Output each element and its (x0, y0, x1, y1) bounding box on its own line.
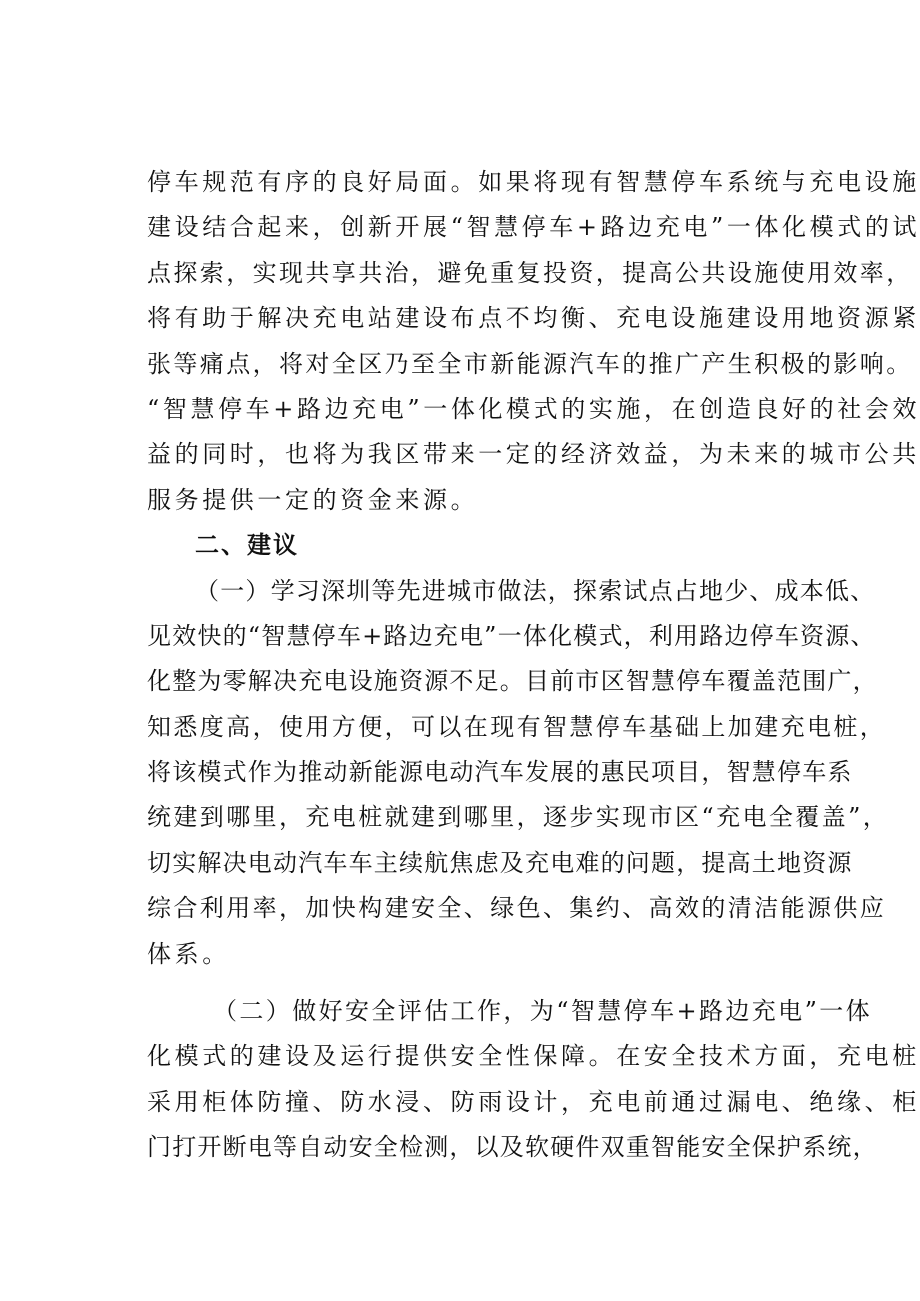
paragraph-line: 综合利用率，加快构建安全、绿色、集约、高效的清洁能源供应 (147, 894, 887, 923)
paragraph-line: “智慧停车+路边充电”一体化模式的实施，在创造良好的社会效 (147, 394, 920, 423)
paragraph-line: 化模式的建设及运行提供安全性保障。在安全技术方面，充电桩 (147, 1042, 920, 1071)
paragraph-line: 知悉度高，使用方便，可以在现有智慧停车基础上加建充电桩， (147, 712, 887, 741)
paragraph-line: 建设结合起来，创新开展“智慧停车+路边充电”一体化模式的试 (147, 213, 920, 242)
paragraph-line: 服务提供一定的资金来源。 (147, 485, 479, 514)
paragraph-line: 将有助于解决充电站建设布点不均衡、充电设施建设用地资源紧 (147, 304, 920, 333)
paragraph-line: 停车规范有序的良好局面。如果将现有智慧停车系统与充电设施 (147, 168, 920, 196)
paragraph-line: 将该模式作为推动新能源电动汽车发展的惠民项目，智慧停车系 (147, 758, 853, 787)
paragraph-line: （二）做好安全评估工作，为“智慧停车+路边充电”一体 (213, 997, 873, 1026)
document-body (147, 160, 920, 1171)
paragraph-line: （一）学习深圳等先进城市做法，探索试点占地少、成本低、 (195, 576, 876, 605)
paragraph-line: 体系。 (147, 939, 230, 968)
paragraph-line: 张等痛点，将对全区乃至全市新能源汽车的推广产生积极的影响。 (147, 349, 913, 378)
paragraph-line: 采用柜体防撞、防水浸、防雨设计，充电前通过漏电、绝缘、柜 (147, 1087, 920, 1116)
paragraph-gap (147, 977, 807, 989)
paragraph-line: 切实解决电动汽车车主续航焦虑及充电难的问题，提高土地资源 (147, 848, 853, 877)
section-heading: 二、建议 (195, 531, 299, 560)
paragraph-line: 益的同时，也将为我区带来一定的经济效益，为未来的城市公共 (147, 440, 920, 469)
paragraph-line: 点探索，实现共享共治，避免重复投资，提高公共设施使用效率， (147, 258, 913, 287)
paragraph-line: 见效快的“智慧停车+路边充电”一体化模式，利用路边停车资源、 (147, 621, 876, 650)
paragraph-line: 门打开断电等自动安全检测，以及软硬件双重智能安全保护系统， (147, 1133, 878, 1162)
paragraph-line: 化整为零解决充电设施资源不足。目前市区智慧停车覆盖范围广， (147, 667, 878, 696)
paragraph-line: 统建到哪里，充电桩就建到哪里，逐步实现市区“充电全覆盖”， (147, 803, 890, 832)
